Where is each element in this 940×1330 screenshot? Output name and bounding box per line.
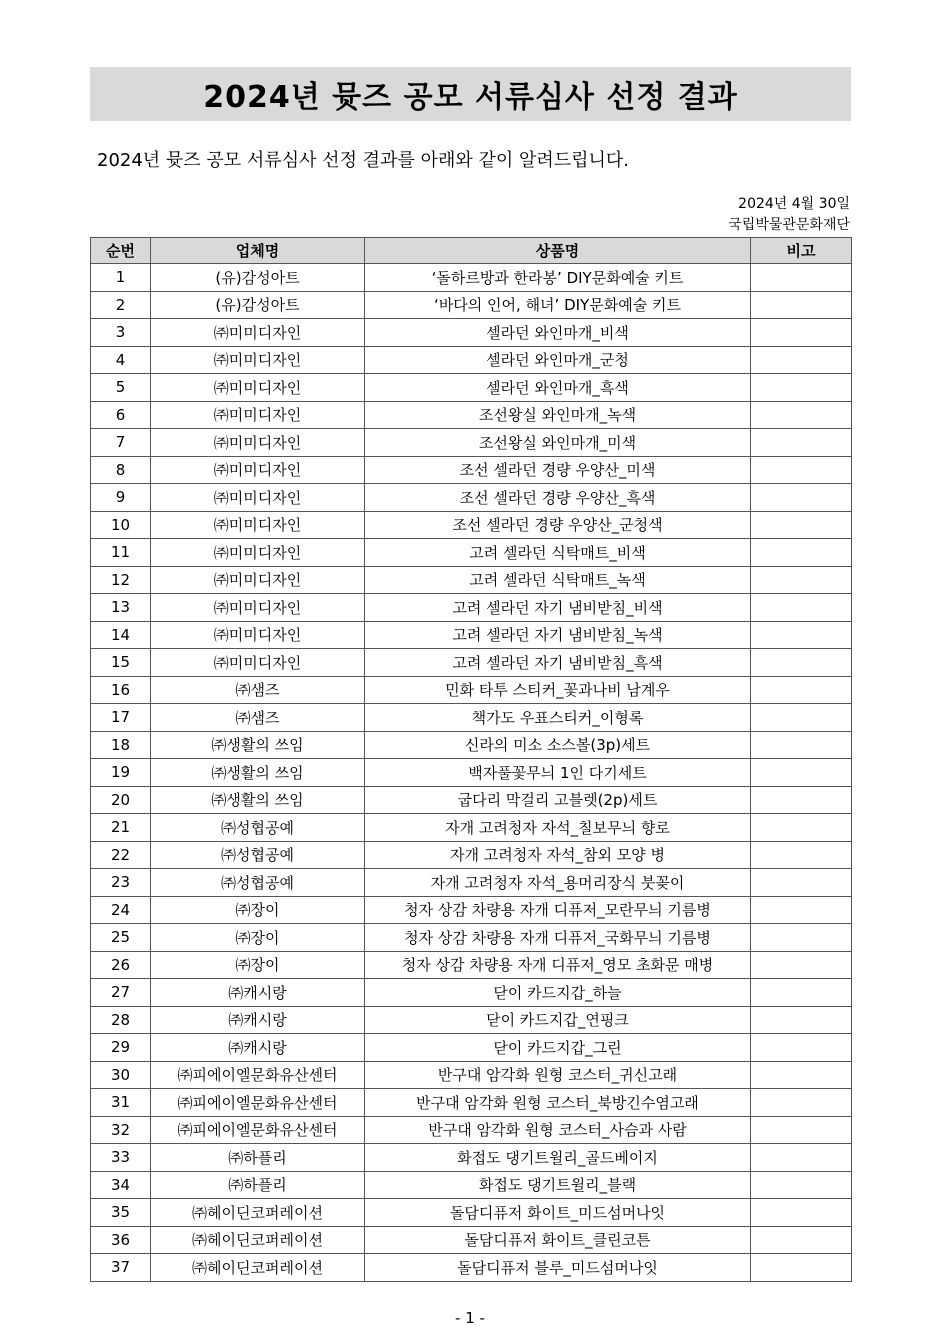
cell-note — [751, 484, 852, 512]
cell-product: 셀라던 와인마개_군청 — [365, 346, 751, 374]
cell-company: ㈜샘즈 — [151, 676, 365, 704]
cell-number: 33 — [91, 1144, 151, 1172]
cell-number: 31 — [91, 1089, 151, 1117]
cell-number: 36 — [91, 1226, 151, 1254]
cell-note — [751, 511, 852, 539]
page-number: - 1 - — [455, 1309, 485, 1327]
cell-product: 자개 고려청자 자석_칠보무늬 향로 — [365, 814, 751, 842]
cell-company: ㈜피에이엘문화유산센터 — [151, 1116, 365, 1144]
cell-product: 책가도 우표스티커_이형록 — [365, 704, 751, 732]
table-row — [91, 924, 852, 952]
cell-company: ㈜하플리 — [151, 1144, 365, 1172]
table-row — [91, 814, 852, 842]
cell-product: 고려 셀라던 자기 냄비받침_흑색 — [365, 649, 751, 677]
cell-note — [751, 346, 852, 374]
table-row — [91, 649, 852, 677]
cell-product: 화접도 댕기트윌리_블랙 — [365, 1171, 751, 1199]
cell-note — [751, 979, 852, 1007]
cell-number: 24 — [91, 896, 151, 924]
cell-company: (유)감성아트 — [151, 291, 365, 319]
cell-number: 8 — [91, 456, 151, 484]
cell-number: 32 — [91, 1116, 151, 1144]
cell-note — [751, 1061, 852, 1089]
cell-company: ㈜캐시랑 — [151, 1034, 365, 1062]
cell-note — [751, 676, 852, 704]
cell-note — [751, 264, 852, 292]
table-row — [91, 1034, 852, 1062]
cell-note — [751, 566, 852, 594]
cell-product: 신라의 미소 소스볼(3p)세트 — [365, 731, 751, 759]
cell-number: 16 — [91, 676, 151, 704]
cell-company: ㈜미미디자인 — [151, 484, 365, 512]
cell-note — [751, 319, 852, 347]
cell-number: 34 — [91, 1171, 151, 1199]
cell-number: 18 — [91, 731, 151, 759]
table-header-row — [91, 238, 852, 264]
cell-number: 17 — [91, 704, 151, 732]
cell-note — [751, 704, 852, 732]
cell-product: 굽다리 막걸리 고블렛(2p)세트 — [365, 786, 751, 814]
cell-number: 15 — [91, 649, 151, 677]
cell-number: 21 — [91, 814, 151, 842]
results-table — [90, 237, 852, 1282]
table-row — [91, 951, 852, 979]
cell-company: ㈜미미디자인 — [151, 401, 365, 429]
cell-product: 고려 셀라던 자기 냄비받침_비색 — [365, 594, 751, 622]
cell-product: 조선 셀라던 경량 우양산_군청색 — [365, 511, 751, 539]
table-row — [91, 1116, 852, 1144]
cell-company: ㈜미미디자인 — [151, 566, 365, 594]
cell-note — [751, 814, 852, 842]
cell-product: 자개 고려청자 자석_참외 모양 병 — [365, 841, 751, 869]
cell-note — [751, 1116, 852, 1144]
cell-company: ㈜캐시랑 — [151, 979, 365, 1007]
cell-number: 13 — [91, 594, 151, 622]
cell-number: 9 — [91, 484, 151, 512]
table-row — [91, 731, 852, 759]
cell-product: 셀라던 와인마개_흑색 — [365, 374, 751, 402]
cell-note — [751, 1254, 852, 1282]
cell-number: 27 — [91, 979, 151, 1007]
table-row — [91, 786, 852, 814]
table-row — [91, 346, 852, 374]
table-row — [91, 429, 852, 457]
table-row — [91, 1061, 852, 1089]
table-row — [91, 374, 852, 402]
cell-product: 조선왕실 와인마개_미색 — [365, 429, 751, 457]
cell-company: ㈜미미디자인 — [151, 429, 365, 457]
cell-company: ㈜미미디자인 — [151, 456, 365, 484]
cell-number: 12 — [91, 566, 151, 594]
cell-note — [751, 539, 852, 567]
cell-note — [751, 759, 852, 787]
cell-company: ㈜생활의 쓰임 — [151, 786, 365, 814]
cell-number: 30 — [91, 1061, 151, 1089]
table-row — [91, 704, 852, 732]
cell-note — [751, 1006, 852, 1034]
cell-note — [751, 649, 852, 677]
table-body — [91, 264, 852, 1282]
cell-number: 6 — [91, 401, 151, 429]
cell-note — [751, 374, 852, 402]
cell-product: ‘돌하르방과 한라봉’ DIY문화예술 키트 — [365, 264, 751, 292]
cell-product: 돌담디퓨저 블루_미드섬머나잇 — [365, 1254, 751, 1282]
cell-company: ㈜성협공예 — [151, 869, 365, 897]
cell-number: 25 — [91, 924, 151, 952]
cell-number: 35 — [91, 1199, 151, 1227]
cell-company: ㈜미미디자인 — [151, 319, 365, 347]
page-title: 2024년 뮷즈 공모 서류심사 선정 결과 — [203, 80, 738, 115]
table-row — [91, 759, 852, 787]
cell-company: ㈜성협공예 — [151, 841, 365, 869]
cell-company: ㈜헤이딘코퍼레이션 — [151, 1226, 365, 1254]
cell-company: ㈜미미디자인 — [151, 511, 365, 539]
table-row — [91, 841, 852, 869]
cell-note — [751, 456, 852, 484]
cell-product: 고려 셀라던 식탁매트_비색 — [365, 539, 751, 567]
cell-company: ㈜생활의 쓰임 — [151, 759, 365, 787]
cell-company: ㈜미미디자인 — [151, 621, 365, 649]
cell-product: 조선왕실 와인마개_녹색 — [365, 401, 751, 429]
cell-company: ㈜성협공예 — [151, 814, 365, 842]
cell-number: 10 — [91, 511, 151, 539]
table-row — [91, 1254, 852, 1282]
cell-company: ㈜헤이딘코퍼레이션 — [151, 1199, 365, 1227]
table-row — [91, 264, 852, 292]
document-date: 2024년 4월 30일 — [738, 196, 850, 212]
cell-product: 백자풀꽃무늬 1인 다기세트 — [365, 759, 751, 787]
cell-product: 반구대 암각화 원형 코스터_북방긴수염고래 — [365, 1089, 751, 1117]
cell-product: 돌담디퓨저 화이트_클린코튼 — [365, 1226, 751, 1254]
cell-company: ㈜장이 — [151, 924, 365, 952]
cell-product: 셀라던 와인마개_비색 — [365, 319, 751, 347]
table-row — [91, 484, 852, 512]
cell-product: 닫이 카드지갑_하늘 — [365, 979, 751, 1007]
cell-company: ㈜장이 — [151, 896, 365, 924]
cell-number: 11 — [91, 539, 151, 567]
cell-note — [751, 1226, 852, 1254]
cell-company: ㈜하플리 — [151, 1171, 365, 1199]
table-row — [91, 896, 852, 924]
cell-number: 19 — [91, 759, 151, 787]
cell-product: 고려 셀라던 식탁매트_녹색 — [365, 566, 751, 594]
cell-company: ㈜미미디자인 — [151, 539, 365, 567]
table-row — [91, 401, 852, 429]
table-row — [91, 1199, 852, 1227]
cell-note — [751, 951, 852, 979]
cell-product: 청자 상감 차량용 자개 디퓨저_모란무늬 기름병 — [365, 896, 751, 924]
cell-note — [751, 1144, 852, 1172]
cell-company: ㈜미미디자인 — [151, 346, 365, 374]
cell-product: 고려 셀라던 자기 냄비받침_녹색 — [365, 621, 751, 649]
table-row — [91, 319, 852, 347]
cell-company: ㈜샘즈 — [151, 704, 365, 732]
header-number: 순번 — [91, 238, 151, 264]
intro-text: 2024년 뮷즈 공모 서류심사 선정 결과를 아래와 같이 알려드립니다. — [97, 150, 630, 171]
header-product: 상품명 — [365, 238, 751, 264]
cell-number: 23 — [91, 869, 151, 897]
cell-note — [751, 1089, 852, 1117]
cell-note — [751, 429, 852, 457]
cell-company: (유)감성아트 — [151, 264, 365, 292]
table-row — [91, 539, 852, 567]
cell-number: 5 — [91, 374, 151, 402]
cell-number: 26 — [91, 951, 151, 979]
cell-note — [751, 1034, 852, 1062]
cell-note — [751, 1171, 852, 1199]
cell-number: 7 — [91, 429, 151, 457]
cell-product: ‘바다의 인어, 해녀’ DIY문화예술 키트 — [365, 291, 751, 319]
cell-number: 4 — [91, 346, 151, 374]
cell-number: 37 — [91, 1254, 151, 1282]
cell-company: ㈜미미디자인 — [151, 594, 365, 622]
cell-number: 2 — [91, 291, 151, 319]
cell-note — [751, 924, 852, 952]
cell-product: 닫이 카드지갑_연핑크 — [365, 1006, 751, 1034]
cell-company: ㈜미미디자인 — [151, 374, 365, 402]
cell-product: 닫이 카드지갑_그린 — [365, 1034, 751, 1062]
header-note: 비고 — [751, 238, 852, 264]
cell-company: ㈜생활의 쓰임 — [151, 731, 365, 759]
cell-company: ㈜장이 — [151, 951, 365, 979]
table-row — [91, 456, 852, 484]
cell-number: 29 — [91, 1034, 151, 1062]
cell-company: ㈜피에이엘문화유산센터 — [151, 1061, 365, 1089]
table-row — [91, 869, 852, 897]
table-row — [91, 1171, 852, 1199]
table-row — [91, 1144, 852, 1172]
table-row — [91, 1226, 852, 1254]
cell-note — [751, 594, 852, 622]
cell-product: 반구대 암각화 원형 코스터_귀신고래 — [365, 1061, 751, 1089]
cell-note — [751, 786, 852, 814]
cell-company: ㈜헤이딘코퍼레이션 — [151, 1254, 365, 1282]
cell-company: ㈜캐시랑 — [151, 1006, 365, 1034]
cell-product: 청자 상감 차량용 자개 디퓨저_국화무늬 기름병 — [365, 924, 751, 952]
title-banner — [90, 67, 851, 121]
cell-number: 14 — [91, 621, 151, 649]
cell-note — [751, 731, 852, 759]
cell-company: ㈜피에이엘문화유산센터 — [151, 1089, 365, 1117]
cell-note — [751, 896, 852, 924]
cell-product: 조선 셀라던 경량 우양산_미색 — [365, 456, 751, 484]
cell-note — [751, 869, 852, 897]
cell-product: 청자 상감 차량용 자개 디퓨저_영모 초화문 매병 — [365, 951, 751, 979]
organization-name: 국립박물관문화재단 — [728, 217, 850, 233]
cell-number: 3 — [91, 319, 151, 347]
cell-number: 1 — [91, 264, 151, 292]
table-row — [91, 511, 852, 539]
document-meta — [728, 194, 850, 236]
cell-product: 조선 셀라던 경량 우양산_흑색 — [365, 484, 751, 512]
cell-company: ㈜미미디자인 — [151, 649, 365, 677]
cell-number: 22 — [91, 841, 151, 869]
cell-product: 반구대 암각화 원형 코스터_사슴과 사람 — [365, 1116, 751, 1144]
cell-product: 돌담디퓨저 화이트_미드섬머나잇 — [365, 1199, 751, 1227]
table-row — [91, 1006, 852, 1034]
cell-note — [751, 841, 852, 869]
cell-product: 화접도 댕기트윌리_골드베이지 — [365, 1144, 751, 1172]
cell-note — [751, 1199, 852, 1227]
cell-number: 28 — [91, 1006, 151, 1034]
table-row — [91, 566, 852, 594]
table-row — [91, 594, 852, 622]
cell-product: 민화 타투 스티커_꽃과나비 남계우 — [365, 676, 751, 704]
cell-note — [751, 291, 852, 319]
cell-number: 20 — [91, 786, 151, 814]
header-company: 업체명 — [151, 238, 365, 264]
table-row — [91, 621, 852, 649]
cell-note — [751, 401, 852, 429]
table-row — [91, 1089, 852, 1117]
cell-note — [751, 621, 852, 649]
cell-product: 자개 고려청자 자석_용머리장식 붓꽂이 — [365, 869, 751, 897]
table-row — [91, 979, 852, 1007]
table-row — [91, 291, 852, 319]
table-row — [91, 676, 852, 704]
